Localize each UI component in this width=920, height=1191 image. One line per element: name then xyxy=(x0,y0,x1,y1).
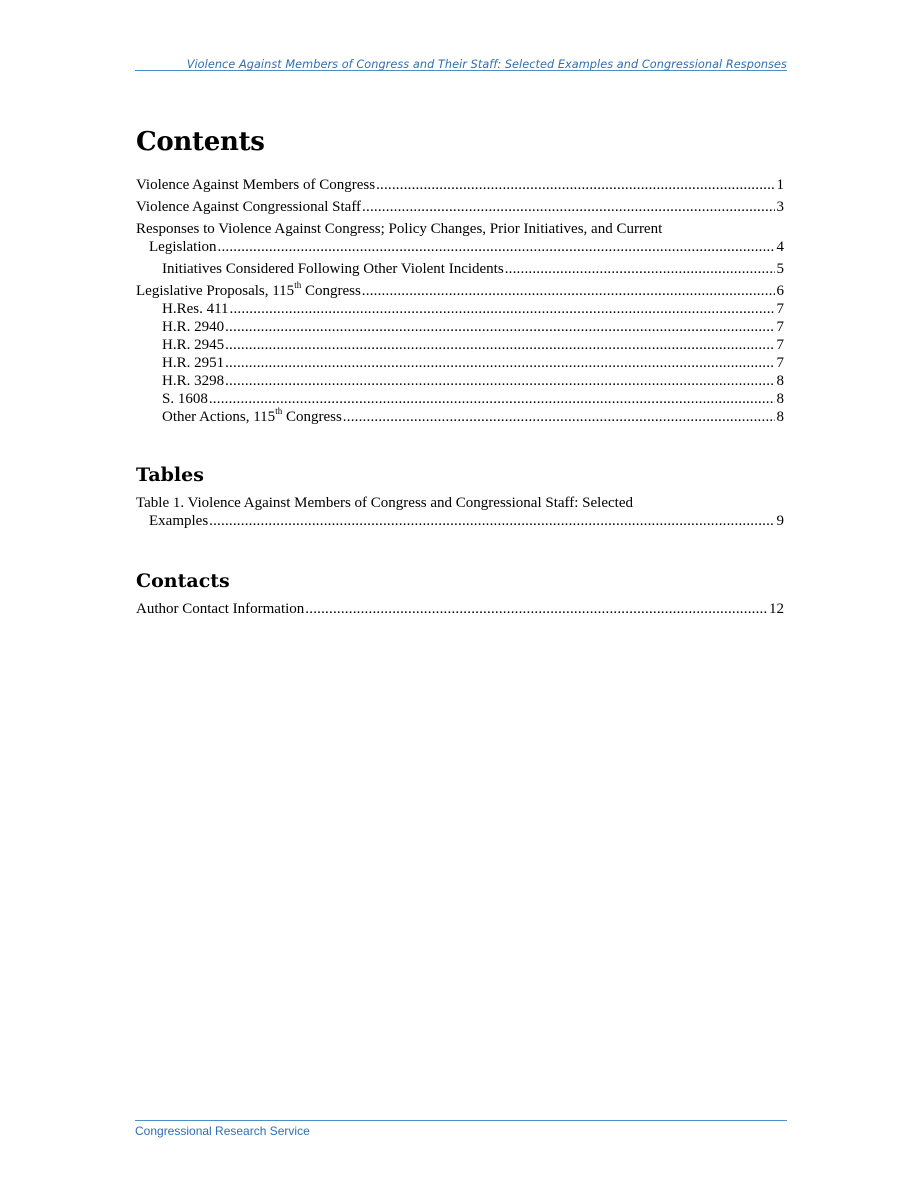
toc-entry-title-line1: Responses to Violence Against Congress; Policy Changes, Prior Initiatives, and Current xyxy=(136,221,663,237)
contents-list xyxy=(136,176,784,426)
toc-entry-title-main: Legislative Proposals, 115 xyxy=(136,283,295,299)
toc-entry-title: Violence Against Members of Congress xyxy=(136,177,376,193)
toc-leader-dots xyxy=(343,408,775,426)
section-spacer xyxy=(136,530,784,568)
contents-heading: Contents xyxy=(136,127,265,157)
toc-entry[interactable] xyxy=(136,354,784,372)
toc-entry-title: Initiatives Considered Following Other Violent Incidents xyxy=(162,261,504,277)
section-spacer xyxy=(136,426,784,462)
contacts-heading: Contacts xyxy=(136,570,230,592)
toc-entry-page: 7 xyxy=(776,319,784,335)
footer-organization: Congressional Research Service xyxy=(135,1124,310,1138)
toc-entry-title: H.R. 3298 xyxy=(162,373,225,389)
toc-entry-page: 8 xyxy=(776,409,784,425)
toc-leader-dots xyxy=(230,300,775,318)
tables-heading: Tables xyxy=(136,464,204,486)
toc-entry-title-line2: Examples xyxy=(149,513,209,529)
toc-entry[interactable] xyxy=(136,336,784,354)
running-header xyxy=(135,54,787,71)
toc-leader-dots xyxy=(362,198,774,216)
toc-entry-page: 4 xyxy=(776,239,784,255)
toc-entry[interactable] xyxy=(136,408,784,426)
toc-leader-dots xyxy=(209,512,774,530)
toc-entry[interactable] xyxy=(136,300,784,318)
toc-entry-page: 7 xyxy=(776,337,784,353)
toc-entry-title-rest: Congress xyxy=(301,283,361,299)
toc-entry-page: 7 xyxy=(776,355,784,371)
toc-leader-dots xyxy=(209,390,775,408)
toc-entry[interactable] xyxy=(136,318,784,336)
toc-entry-title: H.R. 2940 xyxy=(162,319,225,335)
toc-leader-dots xyxy=(225,318,774,336)
toc-entry-page: 5 xyxy=(776,261,784,277)
toc-entry[interactable] xyxy=(136,198,784,216)
toc-entry-title-rest: Congress xyxy=(282,409,342,425)
toc-entry-title xyxy=(136,282,361,300)
toc-leader-dots xyxy=(305,600,767,618)
toc-leader-dots xyxy=(218,238,775,256)
ordinal-suffix: th xyxy=(275,406,283,416)
toc-entry-page: 12 xyxy=(769,601,784,617)
toc-entry-title: S. 1608 xyxy=(162,391,208,407)
toc-entry[interactable] xyxy=(136,260,784,278)
toc-leader-dots xyxy=(376,176,774,194)
toc-entry-page: 8 xyxy=(776,373,784,389)
toc-entry-title-line2: Legislation xyxy=(149,239,217,255)
tables-list xyxy=(136,494,784,530)
toc-leader-dots xyxy=(362,282,775,300)
toc-leader-dots xyxy=(225,354,774,372)
toc-entry-page: 3 xyxy=(776,199,784,215)
toc-entry[interactable] xyxy=(136,372,784,390)
toc-leader-dots xyxy=(505,260,775,278)
toc-entry-page: 8 xyxy=(776,391,784,407)
toc-entry-page: 1 xyxy=(776,177,784,193)
toc-entry[interactable] xyxy=(136,176,784,194)
toc-leader-dots xyxy=(225,336,774,354)
toc-entry-page: 7 xyxy=(776,301,784,317)
toc-entry-page: 6 xyxy=(776,283,784,299)
running-header-title: Violence Against Members of Congress and Their Staff: Selected Examples and Congressional Responses xyxy=(186,58,787,71)
ordinal-suffix: th xyxy=(294,280,302,290)
toc-entry-title-main: Other Actions, 115 xyxy=(162,409,276,425)
toc-entry[interactable] xyxy=(136,390,784,408)
toc-entry-title: H.R. 2945 xyxy=(162,337,225,353)
toc-leader-dots xyxy=(225,372,774,390)
table-of-contents-page xyxy=(136,124,784,618)
contacts-list xyxy=(136,600,784,618)
toc-entry[interactable] xyxy=(136,282,784,300)
toc-entry-title: Author Contact Information xyxy=(136,601,305,617)
toc-entry[interactable] xyxy=(136,600,784,618)
toc-entry-page: 9 xyxy=(776,513,784,529)
toc-entry-title: H.R. 2951 xyxy=(162,355,225,371)
toc-entry-title: H.Res. 411 xyxy=(162,301,229,317)
toc-entry-title-line1: Table 1. Violence Against Members of Congress and Congressional Staff: Selected xyxy=(136,495,633,511)
toc-entry[interactable] xyxy=(136,494,784,530)
toc-entry[interactable] xyxy=(136,220,784,256)
toc-entry-title xyxy=(162,408,342,426)
page-footer xyxy=(135,1120,787,1138)
toc-entry-title: Violence Against Congressional Staff xyxy=(136,199,362,215)
